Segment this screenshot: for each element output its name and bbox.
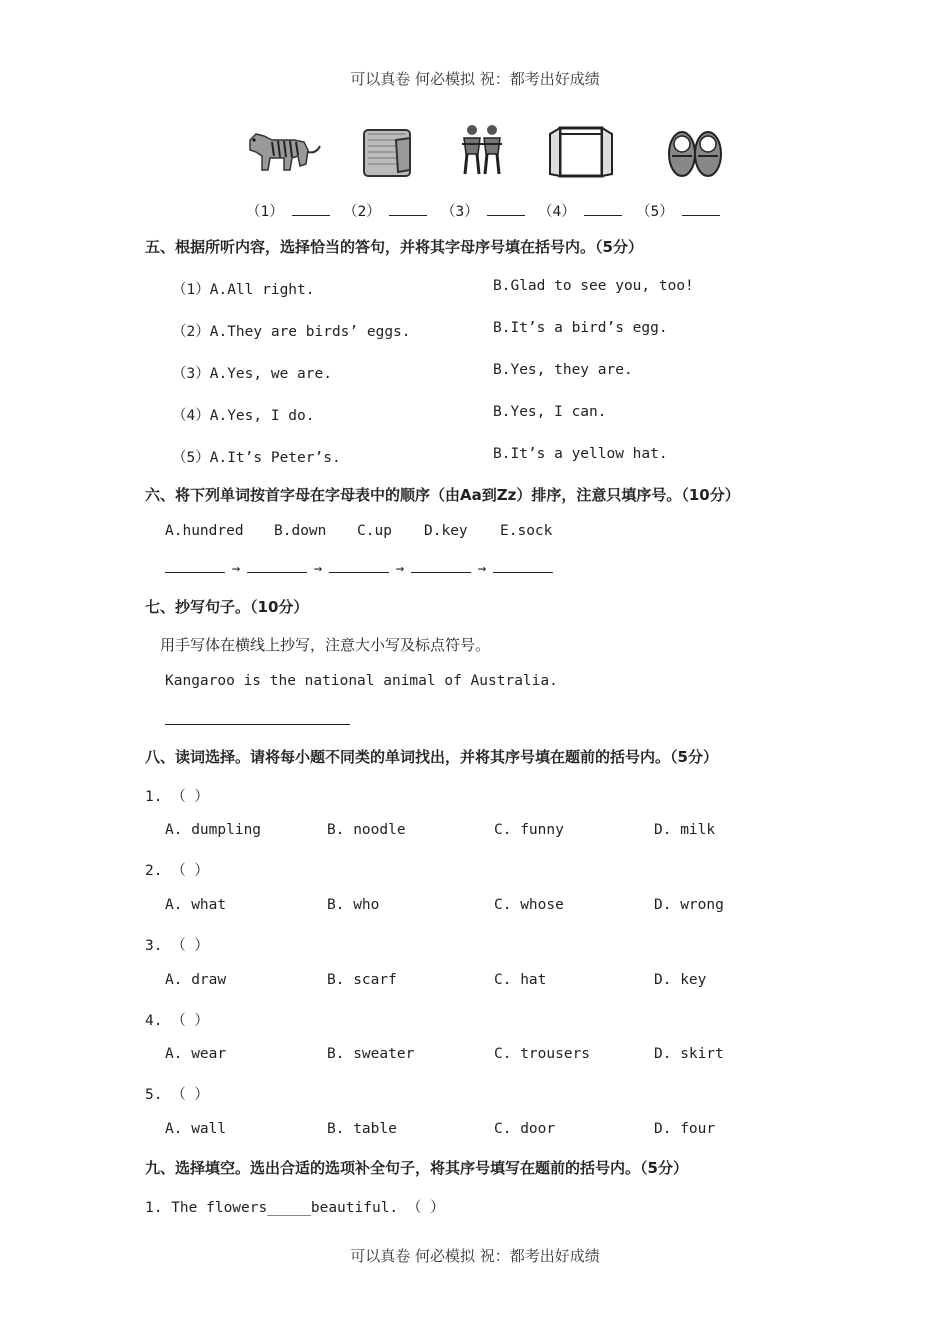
- picture-label-2: （2）: [343, 200, 427, 221]
- section8-q5-opt-d: D. four: [654, 1121, 716, 1137]
- picture-label-4: （4）: [538, 200, 622, 221]
- section5-row2-b: B.It’s a bird’s egg.: [493, 320, 668, 336]
- arrow-icon: →: [395, 561, 405, 577]
- section8-q1-opt-c: C. funny: [494, 822, 564, 838]
- section6-word-c: C.up: [357, 523, 392, 539]
- section8-q2-opt-a: A. what: [165, 897, 227, 913]
- order-blank-1[interactable]: [165, 560, 225, 573]
- section6-title: 六、将下列单词按首字母在字母表中的顺序（由Aa到Zz）排序，注意只填序号。（10分）: [145, 486, 740, 504]
- section8-q4-num: 4. （ ）: [145, 1013, 209, 1029]
- section8-q4-opt-b: B. sweater: [327, 1046, 415, 1062]
- section8-q1-opt-b: B. noodle: [327, 822, 406, 838]
- section5-title: 五、根据所听内容，选择恰当的答句，并将其字母序号填在括号内。（5分）: [145, 238, 643, 256]
- picture-label-3: （3）: [441, 200, 525, 221]
- section8-q3-opt-c: C. hat: [494, 972, 547, 988]
- order-blank-5[interactable]: [493, 560, 553, 573]
- two-people-icon: [450, 120, 530, 182]
- section5-row1-a: （1）A.All right.: [172, 282, 315, 298]
- picture-label-5: （5）: [636, 200, 720, 221]
- order-blank-2[interactable]: [247, 560, 307, 573]
- section8-q5-num: 5. （ ）: [145, 1087, 209, 1103]
- section8-q2-opt-c: C. whose: [494, 897, 564, 913]
- section8-q3-opt-b: B. scarf: [327, 972, 397, 988]
- section8-q2-opt-b: B. who: [327, 897, 380, 913]
- copy-line[interactable]: [165, 724, 350, 725]
- arrow-icon: →: [231, 561, 241, 577]
- section8-q4-opt-a: A. wear: [165, 1046, 227, 1062]
- section8-q4-opt-d: D. skirt: [654, 1046, 724, 1062]
- wallet-icon: [356, 120, 436, 182]
- page-header: 可以真卷 何必模拟 祝：都考出好成绩: [350, 70, 600, 88]
- section5-row5-a: （5）A.It’s Peter’s.: [172, 450, 341, 466]
- section8-q5-opt-c: C. door: [494, 1121, 556, 1137]
- section5-row2-a: （2）A.They are birds’ eggs.: [172, 324, 411, 340]
- arrow-icon: →: [313, 561, 323, 577]
- section8-q1-num: 1. （ ）: [145, 789, 209, 805]
- section5-row4-b: B.Yes, I can.: [493, 404, 607, 420]
- section5-row5-b: B.It’s a yellow hat.: [493, 446, 668, 462]
- section6-word-d: D.key: [424, 523, 468, 539]
- section8-title: 八、读词选择。请将每小题不同类的单词找出，并将其序号填在题前的括号内。（5分）: [145, 748, 718, 766]
- order-blank-3[interactable]: [329, 560, 389, 573]
- section7-instruction: 用手写体在横线上抄写，注意大小写及标点符号。: [160, 636, 491, 654]
- section9-title: 九、选择填空。选出合适的选项补全句子，将其序号填写在题前的括号内。（5分）: [145, 1159, 688, 1177]
- section8-q3-opt-d: D. key: [654, 972, 707, 988]
- section9-q1: 1. The flowers_____beautiful. （ ）: [145, 1200, 445, 1216]
- section8-q2-opt-d: D. wrong: [654, 897, 724, 913]
- section7-sentence: Kangaroo is the national animal of Australia.: [165, 673, 558, 689]
- section6-word-b: B.down: [274, 523, 327, 539]
- tiger-icon: [242, 120, 322, 182]
- section7-title: 七、抄写句子。（10分）: [145, 598, 309, 616]
- section5-row4-a: （4）A.Yes, I do.: [172, 408, 315, 424]
- section8-q5-opt-a: A. wall: [165, 1121, 227, 1137]
- arrow-icon: →: [477, 561, 487, 577]
- section5-row1-b: B.Glad to see you, too!: [493, 278, 694, 294]
- page-footer: 可以真卷 何必模拟 祝：都考出好成绩: [350, 1247, 600, 1265]
- section5-row3-a: （3）A.Yes, we are.: [172, 366, 332, 382]
- section8-q1-opt-d: D. milk: [654, 822, 716, 838]
- section5-row3-b: B.Yes, they are.: [493, 362, 633, 378]
- order-blank-4[interactable]: [411, 560, 471, 573]
- section8-q5-opt-b: B. table: [327, 1121, 397, 1137]
- section8-q1-opt-a: A. dumpling: [165, 822, 262, 838]
- section8-q2-num: 2. （ ）: [145, 863, 209, 879]
- shoes-icon: [662, 120, 742, 182]
- section8-q3-num: 3. （ ）: [145, 938, 209, 954]
- window-icon: [546, 120, 626, 182]
- picture-label-1: （1）: [246, 200, 330, 221]
- section6-word-a: A.hundred: [165, 523, 244, 539]
- section6-word-e: E.sock: [500, 523, 553, 539]
- section8-q4-opt-c: C. trousers: [494, 1046, 591, 1062]
- section6-answer-blanks: [165, 560, 553, 577]
- section8-q3-opt-a: A. draw: [165, 972, 227, 988]
